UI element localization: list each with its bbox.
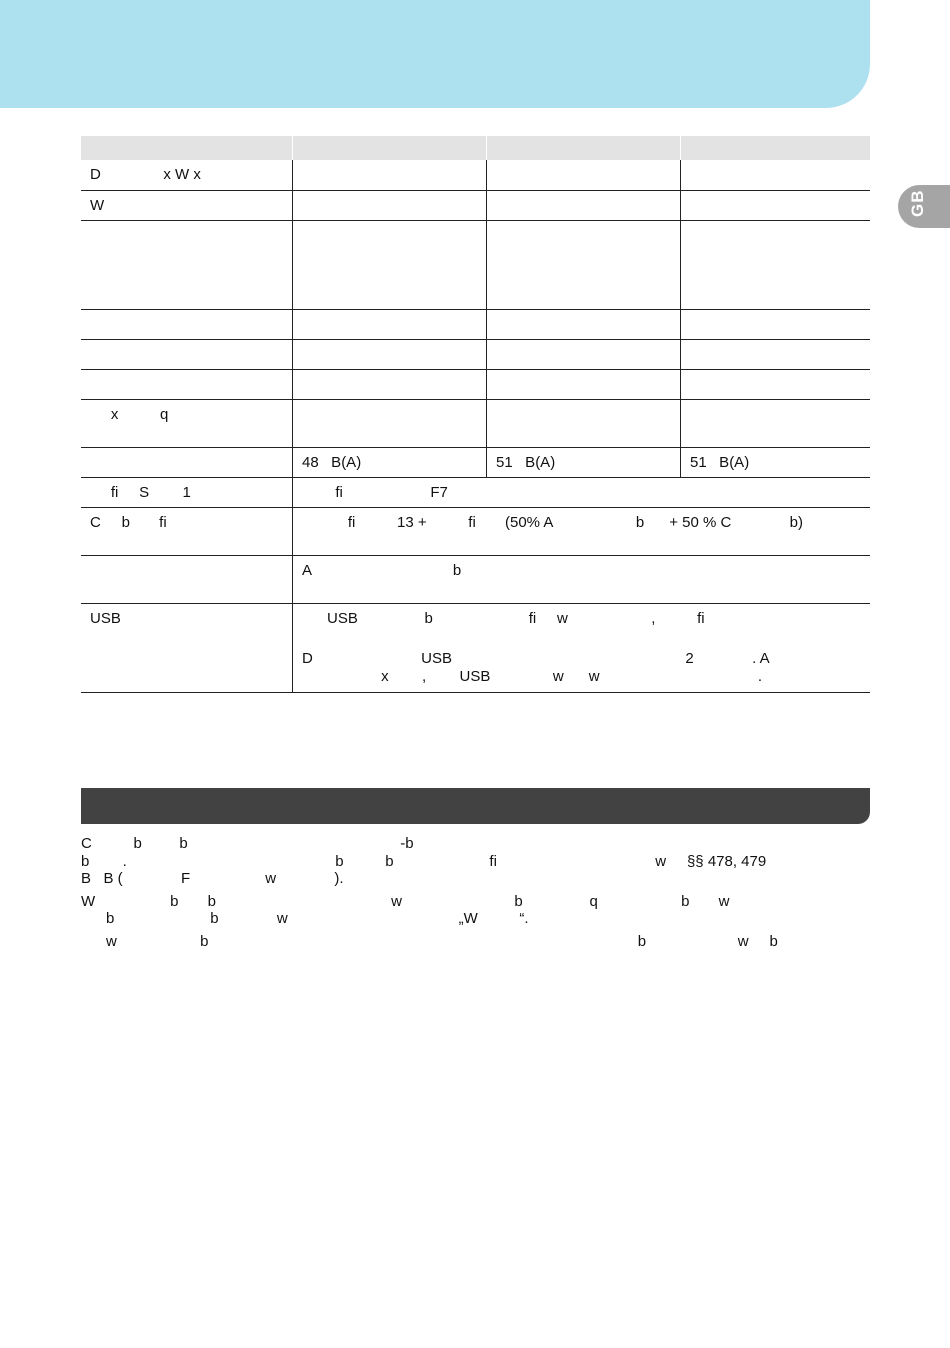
table-row (81, 447, 870, 477)
table-cell (293, 309, 487, 339)
row-label (81, 339, 293, 369)
table-cell (293, 160, 487, 190)
language-tab-label: GB (908, 189, 927, 217)
row-label: USB (81, 603, 293, 692)
row-label: D x W x (81, 160, 293, 190)
table-cell (487, 190, 681, 220)
row-label (81, 447, 293, 477)
table-row (81, 309, 870, 339)
table-cell (681, 190, 871, 220)
language-tab[interactable] (898, 185, 950, 228)
row-label: W (81, 190, 293, 220)
row-label: fi S 1 (81, 477, 293, 507)
merged-cell (293, 555, 871, 603)
row-label: C b fi (81, 507, 293, 555)
cell-text: fi F7 (302, 483, 448, 501)
table-cell: 51 B(A) (681, 447, 871, 477)
warranty-text (81, 835, 870, 955)
row-label: x q (81, 399, 293, 447)
table-cell (293, 339, 487, 369)
table-header-cell (681, 136, 871, 160)
table-row (81, 369, 870, 399)
table-header-cell (81, 136, 293, 160)
table-cell (681, 220, 871, 309)
table-cell (681, 369, 871, 399)
table-row (81, 399, 870, 447)
cell-text: USB b fi w , fi (302, 609, 705, 627)
table-row (81, 555, 870, 603)
table-cell (487, 339, 681, 369)
table-row (81, 190, 870, 220)
table-cell (293, 190, 487, 220)
merged-cell (293, 477, 871, 507)
header-band (0, 0, 870, 108)
paragraph: W b b w b q b w b b w „W “. (81, 892, 730, 927)
table-cell (487, 220, 681, 309)
table-cell: 48 B(A) (293, 447, 487, 477)
table-row (81, 603, 870, 692)
table-cell (487, 369, 681, 399)
cell-text: A b (302, 561, 462, 579)
row-label (81, 369, 293, 399)
table-header-cell (293, 136, 487, 160)
row-label (81, 555, 293, 603)
table-cell (681, 309, 871, 339)
specifications-table (81, 136, 870, 693)
table-row (81, 507, 870, 555)
cell-text: D USB 2 . A x , USB w w . (302, 649, 770, 685)
section-heading-bar (81, 788, 870, 824)
cell-text: fi 13 + fi (50% A b + 50 % C b) (302, 513, 804, 531)
table-cell (487, 160, 681, 190)
merged-cell (293, 507, 871, 555)
table-header-cell (487, 136, 681, 160)
table-cell (293, 399, 487, 447)
table-cell (681, 160, 871, 190)
table-header-row (81, 136, 870, 160)
row-label (81, 309, 293, 339)
table-row (81, 339, 870, 369)
paragraph: C b b -b b . b b fi w §§ 478, 479 B B ( F w ). (81, 835, 767, 887)
table-cell (487, 399, 681, 447)
table-cell (681, 339, 871, 369)
table-row (81, 220, 870, 309)
table-cell (293, 369, 487, 399)
table-cell (681, 399, 871, 447)
paragraph: w b b w b (81, 932, 778, 950)
table-row (81, 160, 870, 190)
row-label (81, 220, 293, 309)
table-cell: 51 B(A) (487, 447, 681, 477)
spacer (302, 628, 861, 650)
merged-cell (293, 603, 871, 692)
table-cell (487, 309, 681, 339)
table-cell (293, 220, 487, 309)
table-row (81, 477, 870, 507)
